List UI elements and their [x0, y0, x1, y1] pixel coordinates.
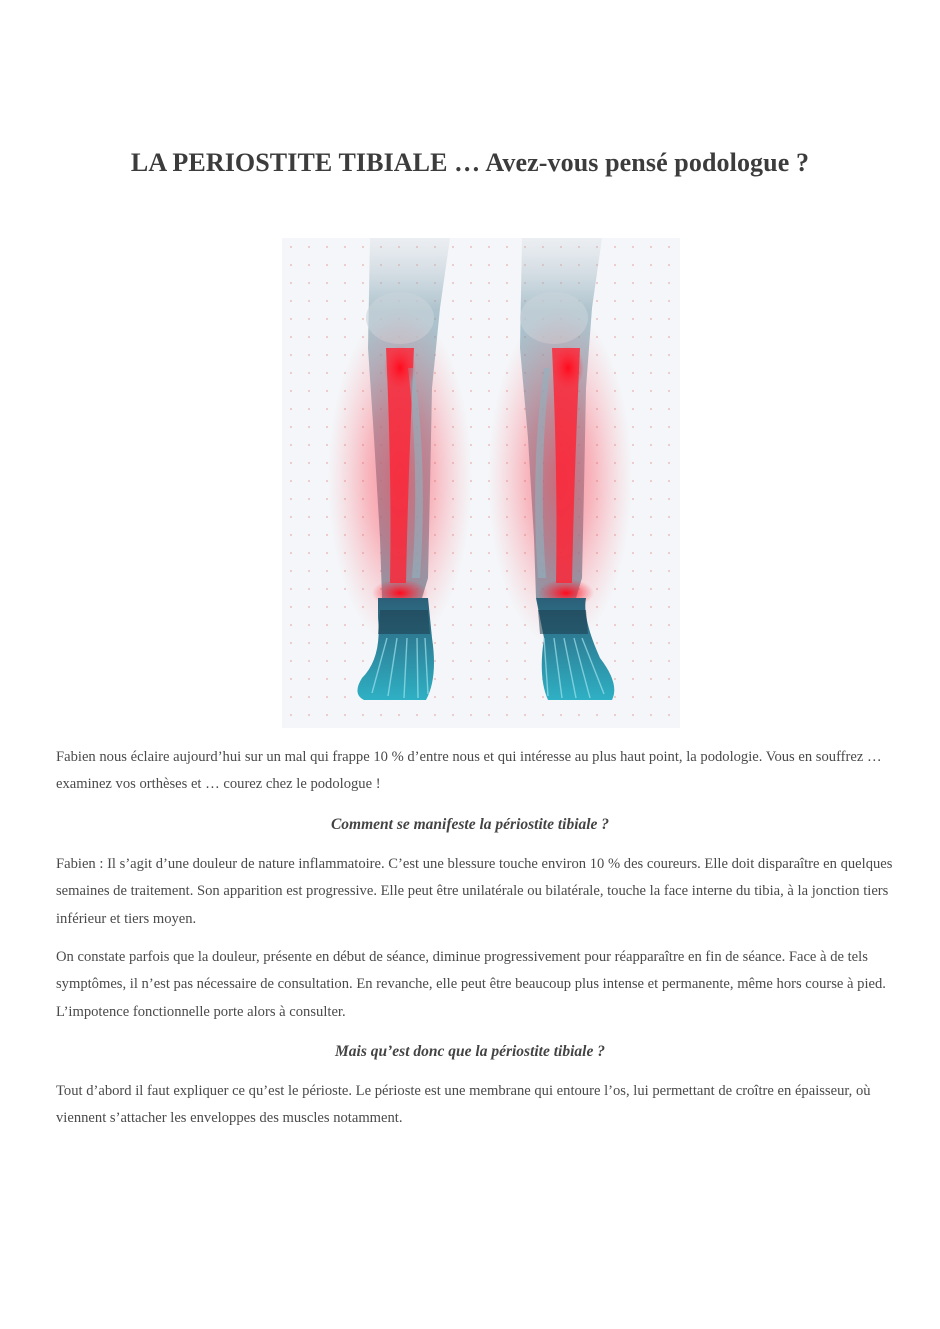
- paragraph-pain-evolution: On constate parfois que la douleur, présente en début de séance, diminue progressivement pour réapparaître en fin de séance. Face à de tels symptômes, il n’est pas nécessaire de consultation. En revanche, elle peut être beaucoup plus intense et permanente, même hors course à pied. L’impotence fonctionnelle porte alors à consulter.: [56, 949, 886, 1020]
- legs-anatomy-illustration: [282, 238, 680, 728]
- paragraph-symptoms: Fabien : Il s’agit d’une douleur de nature inflammatoire. C’est une blessure touche environ 10 % des coureurs. Elle doit disparaître en quelques semaines de traitement. Son apparition est progressive. Elle peut être unilatérale ou bilatérale, touche la face interne du tibia, à la jonction tiers inférieur et tiers moyen.: [56, 856, 893, 927]
- page-title: LA PERIOSTITE TIBIALE … Avez-vous pensé podologue ?: [130, 148, 810, 177]
- paragraph-periosteum: Tout d’abord il faut expliquer ce qu’est le périoste. Le périoste est une membrane qui entoure l’os, lui permettant de croître en épaisseur, où viennent s’attacher les enveloppes des muscles notamment.: [56, 1083, 871, 1127]
- legs-anatomy-icon: [282, 238, 680, 728]
- section-heading-definition: Mais qu’est donc que la périostite tibiale ?: [335, 1043, 605, 1060]
- section-heading-symptoms: Comment se manifeste la périostite tibiale ?: [330, 816, 610, 833]
- intro-paragraph: Fabien nous éclaire aujourd’hui sur un mal qui frappe 10 % d’entre nous et qui intéresse au plus haut point, la podologie. Vous en souffrez … examinez vos orthèses et … courez chez le podologue !: [56, 749, 882, 793]
